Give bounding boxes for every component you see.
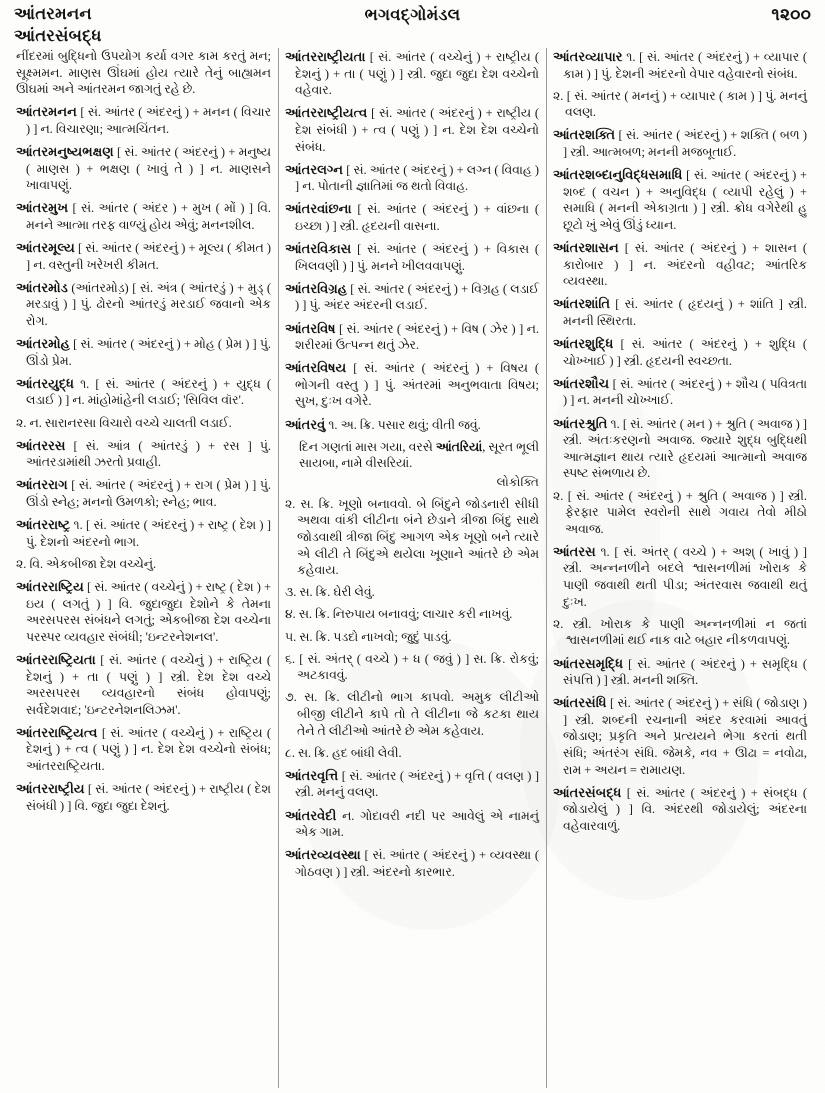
entry-definition: [ સં. આંતર ( વચ્ચેનું ) + રાષ્ટ્ર ( દેશ ) + ઇય ( લગતું ) ] વિ. જુદાજુદા દેશોને કે તેમના અરસપરસ સંબંધને લગતું; એકબીજા દેશ વચ્ચેના પરસ્પર વ્યવહાર સંબંધી; 'ઇન્ટરનેશનલ'. bbox=[26, 579, 271, 644]
entry-headword: આંતરશાસન bbox=[553, 240, 619, 256]
entry-definition: [ સં. આંતર ( અંદરનું ) + શૌચ ( પવિત્રતા ) ] ન. મનની ચોખ્ખાઈ. bbox=[563, 376, 807, 408]
running-head-left-last: આંતરસંબદ્ધ bbox=[14, 26, 102, 45]
dictionary-entry bbox=[16, 279, 271, 330]
entry-definition: [ સં. આંતર ( અંદરનું ) + સંધિ ( જોડાણ ) ] સ્ત્રી. શબ્દની રચનાની અંદર કરવામાં આવતું જોડાણ; પ્રકૃતિ અને પ્રત્યયને ભેગા કરતાં થતી સંધિ; અંતરંગ સંધિ. જેમકે, નવ + ઊઢા = નવોઢા, રામ + અયન = રામાયણ. bbox=[563, 696, 807, 777]
entry-headword: આંતરમુખ bbox=[16, 200, 69, 216]
entry-definition: [ સં. આંતર ( અંદરનું ) + મનન ( વિચાર ) ] ન. વિચારણા; આત્મચિંતન. bbox=[26, 105, 271, 136]
entry-definition: ૧. [ સં. આંતર ( મન ) + શ્રુતિ ( અવાજ ) ] સ્ત્રી. અંતઃકરણનો અવાજ. જ્યારે શુદ્ધ બુદ્ધિથી આત્મજ્ઞાન થાય ત્યારે હૃદયમાં આત્માનો અવાજ સ્પષ્ટ સંભળાય છે. bbox=[563, 416, 807, 481]
entry-headword: આંતરમનુષ્યભક્ષણ bbox=[16, 144, 114, 160]
dictionary-entry bbox=[553, 166, 807, 233]
dictionary-entry bbox=[553, 48, 807, 82]
entry-definition: [ સં. આંતર ( વચ્ચેનું ) + રાષ્ટ્રીય ( દેશનું ) + તા ( પણું ) ] સ્ત્રી. જુદા જુદા દેશ વચ્ચેનો વહેવાર. bbox=[295, 50, 539, 98]
entry-sense: ૨. [ સં. આંતર ( અંદરનું ) + શ્રુતિ ( અવાજ ) ] સ્ત્રી. ફેરફાર પામેલ સ્વરોની સાથે ગવાય તેવો મીઠો અવાજ. bbox=[553, 488, 807, 536]
dictionary-entry bbox=[16, 143, 271, 194]
dictionary-entry bbox=[16, 375, 271, 409]
dictionary-entry bbox=[553, 295, 807, 329]
dictionary-entry bbox=[285, 320, 539, 354]
dictionary-entry bbox=[16, 578, 271, 645]
entry-headword: આંતરરાષ્ટ્રિય bbox=[16, 578, 84, 594]
entry-headword: આંતરરાષ્ટ્રીયતા bbox=[285, 49, 366, 64]
entry-definition: [ સં. આંતર ( અંદરનું ) + રાષ્ટ્રીય ( દેશ સંબંધી ) + ત્વ ( પણું ) ] ન. દેશ દેશ વચ્ચેનો સંબંધ. bbox=[295, 106, 539, 154]
dictionary-entry bbox=[553, 335, 807, 369]
entry-headword: આંતરવૃત્તિ bbox=[285, 767, 339, 783]
dictionary-entry bbox=[553, 415, 807, 482]
entry-definition: [ સં. આંતર ( અંદરનું ) + શુદ્ધિ ( ચોખ્ખાઈ ) ] સ્ત્રી. હૃદયની સ્વચ્છતા. bbox=[563, 337, 807, 368]
entry-definition: [ સં. આંતર ( અંદરનું ) + વ્યવસ્થા ( ગોઠવણ ) ] સ્ત્રી. અંદરનો કારભાર. bbox=[295, 848, 539, 879]
entry-headword: આંતરશબ્દાનુવિદ્ધસમાધિ bbox=[553, 167, 683, 183]
entry-headword: આંતરવાંછના bbox=[285, 201, 352, 217]
entry-definition: [ સં. આંતર ( હૃદયનું ) + શાંતિ ] સ્ત્રી. મનની સ્થિરતા. bbox=[563, 297, 807, 329]
entry-headword: આંતરમનન bbox=[16, 104, 77, 120]
dictionary-entry bbox=[553, 655, 807, 689]
entry-headword: આંતરવેદી bbox=[285, 807, 337, 823]
entry-headword: આંતરમોડ bbox=[16, 279, 68, 295]
entry-sense: ૨. [ સં. આંતર ( મનનું ) + વ્યાપાર ( કામ ) ] પું. મનનું વલણ. bbox=[553, 88, 807, 120]
dictionary-entry bbox=[553, 375, 807, 409]
entry-definition: ૧. અ. ક્રિ. પસાર થવું; વીતી જવું. bbox=[325, 417, 481, 432]
dictionary-entry bbox=[285, 200, 539, 234]
dictionary-entry bbox=[16, 476, 271, 510]
entry-headword: આંતરવિગ્રહ bbox=[285, 280, 348, 296]
entry-definition: ૧. [ સં. આંતર ( અંદરનું ) + યુદ્ધ ( લડાઈ ) ] ન. માંહોમાંહેની લડાઈ; 'સિવિલ વૉર'. bbox=[26, 376, 271, 408]
entry-headword: આંતરવ્યાપાર bbox=[553, 49, 623, 64]
entry-definition: [ સં. આંતર ( અંદરનું ) + લગ્ન ( વિવાહ ) ] ન. પોતાની જ્ઞાતિમાં જ થતો વિવાહ. bbox=[295, 162, 539, 194]
entry-headword: આંતરયુદ્ધ bbox=[16, 375, 75, 391]
entry-continuation: નીંદરમાં બુદ્ધિનો ઉપયોગ કર્યા વગર કામ કરતું મન; સૂક્ષ્મમન. માણસ ઊંઘમાં હોય ત્યારે તેનું બાહ્યમન ઊંઘમાં અને આંતરમન જાગતું રહે છે. bbox=[16, 49, 271, 97]
dictionary-entry bbox=[553, 239, 807, 290]
page-header bbox=[14, 4, 811, 50]
entry-headword: આંતરશ્રુતિ bbox=[553, 415, 608, 431]
entry-headword: આંતરશક્તિ bbox=[553, 127, 616, 143]
dictionary-entry bbox=[16, 199, 271, 233]
entry-definition: [ સં. આંતર ( અંદરનું ) + શબ્દ ( વચન ) + અનુવિદ્ધ ( વ્યાપી રહેલું ) + સમાધિ ( મનની એકાગ્રતા ) ] સ્ત્રી. ક્રોધ વગેરેથી હુ છૂટો ખું એવું ઊંડું ધ્યાન. bbox=[563, 168, 807, 232]
text-column-1 bbox=[10, 48, 278, 1088]
entry-definition: [ સં. આંતર ( અંદરનું ) + વિગ્રહ ( લડાઈ ) ] પું. અંદર અંદરની લડાઈ. bbox=[295, 281, 539, 313]
dictionary-entry bbox=[285, 846, 539, 880]
dictionary-entry bbox=[553, 126, 807, 160]
entry-sense: ૬. [ સં. અંતર્ ( વચ્ચે ) + ધ ( જવું ) ] સ. ક્રિ. રોકવું; અટકાવવું. bbox=[285, 651, 539, 683]
entry-headword: આંતરરાષ્ટ્ર bbox=[16, 517, 71, 533]
dictionary-entry bbox=[285, 161, 539, 195]
entry-headword: આંતરરાગ bbox=[16, 477, 68, 493]
dictionary-entry bbox=[16, 437, 271, 471]
dictionary-entry bbox=[285, 48, 539, 99]
entry-definition: [ સં. આંત્ર ( આંતરડું ) + રસ ] પું. આંતરડામાંથી ઝરતો પ્રવાહી. bbox=[26, 438, 271, 470]
entry-headword: આંતરરાષ્ટ્રિયતા bbox=[16, 651, 96, 667]
entry-headword: આંતરસંબદ્ધ bbox=[553, 784, 622, 800]
header-rule bbox=[10, 45, 815, 46]
dictionary-entry bbox=[285, 280, 539, 314]
entry-definition: ૧. [ સં. અંતર્ ( વચ્ચે ) + અશ્ ( ખાવું ) ] સ્ત્રી. અન્નનળીને બદલે શ્વાસનળીમાં ખોરાક કે પાણી જવાથી થતી પીડા; અંતરવાસ જવાથી થતું દુઃખ. bbox=[563, 544, 807, 609]
entry-definition: [ સં. આંતર ( અંદરનું ) + વિષય ( ભોગની વસ્તુ ) ] પું. અંતરમાં અનુભવાતા વિષય; સુખ, દુઃખ વગેરે. bbox=[295, 361, 539, 409]
entry-quotation: દિન ગણતાં માસ ગયા, વરસે આંતરિયાં, સૂરત ભૂલી સાયબા, નામે વીસરિયાં. bbox=[299, 439, 540, 471]
dictionary-entry bbox=[16, 335, 271, 369]
dictionary-entry bbox=[285, 240, 539, 274]
entry-definition: [ સં. આંતર ( અંદરનું ) + રાષ્ટ્રીય ( દેશ સંબંધી ) ] વિ. જુદા જુદા દેશનું. bbox=[26, 782, 271, 813]
entry-definition: [ સં. આંતર ( અંદરનું ) + વૃત્તિ ( વલણ ) ] સ્ત્રી. મનનું વલણ. bbox=[295, 768, 539, 800]
entry-headword: આંતરસમૃદ્ધિ bbox=[553, 655, 624, 671]
entry-sense: ૪. સ. ક્રિ. નિરુપાય બનાવવું; લાચાર કરી નાખવું. bbox=[285, 607, 513, 622]
entry-definition: ૧. [ સં. આંતર ( અંદરનું ) + રાષ્ટ્ર ( દેશ ) ] પું. દેશનો અંદરનો ભાગ. bbox=[26, 518, 271, 549]
entry-headword: આંતરમોહ bbox=[16, 336, 70, 352]
dictionary-entry bbox=[553, 543, 807, 610]
entry-sense: ૨. વિ. એકબીજા દેશ વચ્ચેનું. bbox=[16, 556, 157, 571]
entry-definition: [ સં. આંતર ( અંદરનું ) + શાસન ( કારોબાર ) ] ન. અંદરનો વહીવટ; આંતરિક વ્યવસ્થા. bbox=[563, 241, 807, 289]
dictionary-entry bbox=[285, 807, 539, 841]
entry-definition: [ સં. આંતર ( અંદરનું ) + મૂલ્ય ( કીમત ) ] ન. વસ્તુની ખરેખરી કીમત. bbox=[26, 241, 271, 272]
entry-headword: આંતરવિષ bbox=[285, 320, 336, 336]
entry-definition: [ સં. આંતર ( અંદરનું ) + શક્તિ ( બળ ) ] સ્ત્રી. આત્મબળ; મનની મજબૂતાઈ. bbox=[563, 128, 807, 160]
text-column-2 bbox=[278, 48, 546, 1088]
entry-sense: ૨. ન. સારાનરસા વિચારો વચ્ચે ચાલતી લડાઈ. bbox=[16, 415, 232, 430]
entry-definition: [ સં. આંતર ( વચ્ચેનું ) + રાષ્ટ્રિય ( દેશનું ) + ત્વ ( પણું ) ] ન. દેશ દેશ વચ્ચેનો સંબંધ; આંતરરાષ્ટ્રિયતા. bbox=[26, 725, 271, 774]
page-number: ૧૨૦૦ bbox=[771, 5, 811, 24]
dictionary-entry bbox=[285, 359, 539, 410]
entry-headword: આંતરરાષ્ટ્રીય bbox=[16, 781, 85, 797]
entry-sense: ૮. સ. ક્રિ. હદ બાંધી લેવી. bbox=[285, 745, 402, 760]
dictionary-entry bbox=[285, 104, 539, 155]
entry-definition: [ સં. આંતર ( અંદરનું ) + સંબદ્ધ ( જોડાયેલું ) ] વિ. અંદરથી જોડાયેલું; અંદરના વહેવારવાળું. bbox=[563, 785, 807, 833]
dictionary-entry bbox=[553, 784, 807, 835]
dictionary-entry bbox=[553, 694, 807, 778]
entry-headword: આંતરશૌચ bbox=[553, 375, 610, 391]
entry-headword: આંતરશુદ્ધિ bbox=[553, 336, 614, 352]
dictionary-entry bbox=[16, 516, 271, 550]
entry-definition: (આંતરમોડ઼) [ સં. અંત્ર ( આંતરડું ) + મુડ્ ( મરડાવું ) ] પું. ઢોરનો આંતરડું મરડાઈ જવાનો એક રોગ. bbox=[26, 280, 271, 329]
dictionary-entry bbox=[16, 239, 271, 273]
dictionary-title: ભગવદ્ગોમંડલ bbox=[364, 5, 461, 24]
entry-headword: આંતરવિષય bbox=[285, 360, 347, 376]
entry-sense: ૫. સ. ક્રિ. પડદો નાખવો; જુદું પાડવું. bbox=[285, 629, 452, 644]
entry-definition: [ સં. આંતર ( અંદરનું ) + સમૃદ્ધિ ( સંપત્તિ ) ] સ્ત્રી. મનની શક્તિ. bbox=[563, 656, 807, 688]
entry-definition: [ સં. આંતર ( અંદરનું ) + વાંછના ( ઇચ્છા ) ] સ્ત્રી. હૃદયની વાસના. bbox=[295, 202, 539, 233]
entry-definition: [ સં. આંતર ( અંદર ) + મુખ ( મોં ) ] વિ. મનને આત્મા તરફ વાળ્યું હોય એવું; મનનશીલ. bbox=[26, 201, 271, 232]
entry-definition: [ સં. આંતર ( અંદરનું ) + રાગ ( પ્રેમ ) ] પું. ઊંડો સ્નેહ; મનનો ઉમળકો; સ્નેહ; ભાવ. bbox=[26, 478, 271, 510]
entry-sense: ૨. સ. ક્રિ. ખૂણો બનાવવો. બે બિંદુને જોડનારી સીધી અથવા વાંકી લીટીના બંને છેડાને ત્રીજા બિંદુ સાથે જોડવાથી ત્રીજા બિંદુ આગળ એક ખૂણો બને ત્યારે એ લીટી તે બિંદુએ થયેલા ખૂણાને આંતરે છે એમ કહેવાય. bbox=[285, 496, 539, 578]
entry-definition: [ સં. આંતર ( અંદરનું ) + મોહ ( પ્રેમ ) ] પું. ઊંડો પ્રેમ. bbox=[26, 337, 271, 368]
dictionary-entry bbox=[16, 724, 271, 775]
entry-definition: [ સં. આંતર ( અંદરનું ) + વિકાસ ( ખિલવણી ) ] પું. મનને ખીલવવાપણું. bbox=[295, 242, 539, 273]
entry-definition: [ સં. આંતર ( અંદરનું ) + મનુષ્ય ( માણસ ) + ભક્ષણ ( ખાવું તે ) ] ન. માણસને ખાવાપણું. bbox=[26, 145, 271, 193]
dictionary-entry bbox=[16, 780, 271, 814]
entry-definition: [ સં. આંતર ( વચ્ચેનું ) + રાષ્ટ્રિય ( દેશનું ) + તા ( પણું ) ] સ્ત્રી. દેશ દેશ વચ્ચે અરસપરસ વ્યવહારનો સંબંધ હોવાપણું; સર્વદેશવાદ; 'ઇન્ટરનેશનલિઝમ'. bbox=[26, 652, 271, 717]
entry-sense: ૨. સ્ત્રી. ખોરાક કે પાણી અન્નનળીમાં ન જતાં શ્વાસનળીમાં થઈ નાક વાટે બહાર નીકળવાપણું. bbox=[553, 616, 807, 648]
running-head-left-first: આંતરમનન bbox=[14, 4, 92, 23]
dictionary-entry bbox=[285, 767, 539, 801]
entry-definition: ૧. [ સં. આંતર ( અંદરનું ) + વ્યાપાર ( કામ ) ] પું. દેશની અંદરનો વેપાર વહેવારનો સંબંધ. bbox=[563, 50, 807, 81]
entry-headword: આંતરસંધિ bbox=[553, 695, 607, 711]
entry-headword: આંતરવું bbox=[285, 416, 326, 432]
entry-headword: આંતરવ્યવસ્થા bbox=[285, 847, 361, 863]
entry-headword: આંતરરાષ્ટ્રીયત્વ bbox=[285, 105, 368, 121]
entry-definition: ન. ગોદાવરી નદી પર આવેલું એ નામનું એક ગામ. bbox=[295, 808, 539, 840]
entry-headword: આંતરમૂલ્ય bbox=[16, 240, 75, 256]
entry-headword: આંતરરાષ્ટ્રિયત્વ bbox=[16, 724, 98, 740]
dictionary-entry bbox=[285, 416, 539, 434]
entry-definition: [ સં. આંતર ( અંદરનું ) + વિષ ( ઝેર ) ] ન. શરીરમાં ઉત્પન્ન થતું ઝેર. bbox=[295, 321, 539, 353]
entry-headword: આંતરલગ્ન bbox=[285, 161, 344, 177]
entry-headword: આંતરસ bbox=[553, 543, 596, 559]
text-column-3 bbox=[546, 48, 814, 1088]
quotation-attribution: લોકોક્તિ bbox=[496, 475, 539, 490]
entry-sense: ૩. સ. ક્રિ. ઘેરી લેવું. bbox=[285, 585, 375, 600]
entry-headword: આંતરવિકાસ bbox=[285, 241, 352, 257]
entry-headword: આંતરરસ bbox=[16, 437, 66, 453]
column-container bbox=[10, 48, 815, 1088]
entry-sense: ૭. સ. ક્રિ. લીટીનો ભાગ કાપવો. અમુક લીટીઓ બીજી લીટીને કાપે તો તે લીટીના જે કટકા થાય તેને તે લીટીઓ આંતરે છે એમ કહેવાય. bbox=[285, 690, 539, 738]
dictionary-entry bbox=[16, 651, 271, 718]
entry-headword: આંતરશાંતિ bbox=[553, 296, 611, 312]
dictionary-entry bbox=[16, 103, 271, 137]
